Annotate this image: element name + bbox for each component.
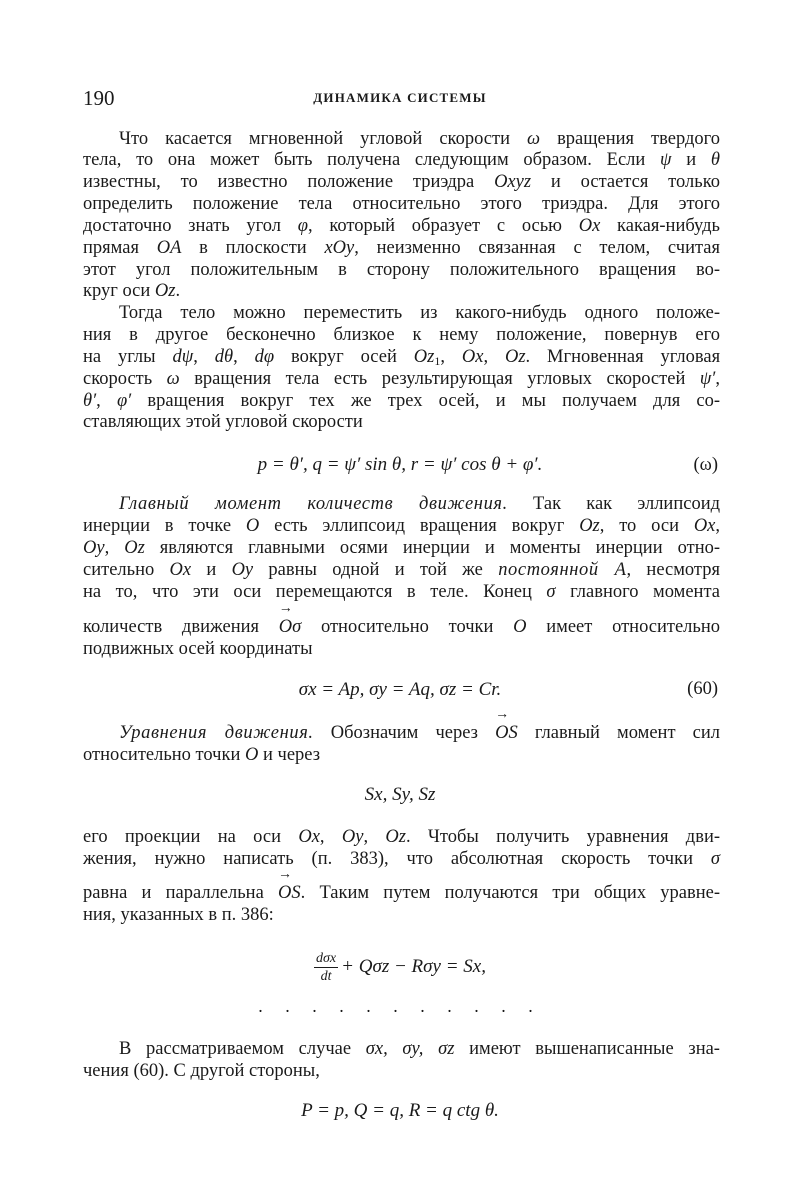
- p6-line-2: чения (60). С другой стороны,: [83, 1061, 320, 1081]
- p1-line-4: определить положение тела относительно этого триэдра. Для этого: [83, 194, 720, 214]
- p5-line-3: равна и параллельна → OS. Таким путем получаются три общих уравне-: [83, 883, 720, 904]
- p2-line-1: Тогда тело можно переместить из какого-нибудь одного положе-: [119, 303, 720, 323]
- p5-line-1: его проекции на оси Ox, Oy, Oz. Чтобы получить уравнения дви-: [83, 827, 721, 847]
- p3-line-2: инерции в точке O есть эллипсоид вращения вокруг Oz, то оси Ox,: [83, 516, 721, 536]
- equation-60-label: (60): [687, 679, 718, 699]
- p2-line-4: скорость ω вращения тела есть результирующая угловых скоростей ψ′,: [83, 369, 720, 389]
- p1-line-3: известны, то известно положение триэдра Oxyz и остается только: [83, 172, 720, 192]
- p6-line-1: В рассматриваемом случае σx, σy, σz имеют вышенаписанные зна-: [119, 1039, 720, 1059]
- p2-line-6: ставляющих этой угловой скорости: [83, 412, 363, 432]
- p5-line-4: ния, указанных в п. 386:: [83, 905, 274, 925]
- p2-line-2: ния в другое бесконечно близкое к нему положение, повернув его: [83, 325, 720, 345]
- equation-s-components: Sx, Sy, Sz: [364, 784, 436, 805]
- p1-line-1: Что касается мгновенной угловой скорости ω вращения твердого: [119, 129, 721, 149]
- p3-line-7: подвижных осей координаты: [83, 639, 313, 659]
- p2-line-5: θ′, φ′ вращения вокруг тех же трех осей, и мы получаем для со-: [83, 391, 720, 411]
- p4-line-2: относительно точки O и через: [83, 745, 321, 765]
- p1-line-7: этот угол положительным в сторону положительного вращения во-: [83, 260, 720, 280]
- equation-omega-label: (ω): [693, 455, 718, 475]
- p2-line-3: на углы dψ, dθ, dφ вокруг осей $Oz_1$, Ox, Oz. Мгновенная угловая: [83, 347, 721, 368]
- equation-pqr: P = p, Q = q, R = q ctg θ.: [301, 1100, 499, 1121]
- equation-60: σx = Ap, σy = Aq, σz = Cr.: [298, 679, 502, 700]
- p3-line-3: Oy, Oz являются главными осями инерции и моменты инерции отно-: [83, 538, 721, 558]
- ellipsis-dots: . . . . . . . . . . .: [258, 996, 542, 1016]
- vector-os-2: → OS: [278, 883, 301, 904]
- p3-line-5: на то, что эти оси перемещаются в теле. Конец σ главного момента: [83, 582, 720, 602]
- p1-line-8: круг оси Oz.: [83, 281, 181, 301]
- p5-line-2: жения, нужно написать (п. 383), что абсолютная скорость точки σ: [83, 849, 720, 869]
- vector-os: → OS: [495, 723, 518, 744]
- p1-line-2: тела, то она может быть получена следующим образом. Если ψ и θ: [83, 150, 720, 170]
- p3-line-4: сительно Ox и Oy равны одной и той же постоянной A, несмотря: [83, 560, 720, 580]
- equation-motion: $\frac{\text{dσx}}{dt}$ + Qσz − Rσy = Sx,: [316, 951, 486, 984]
- running-head: ДИНАМИКА СИСТЕМЫ: [313, 90, 487, 105]
- p3-line-6: количеств движения → Oσ относительно точки O имеет относительно: [83, 617, 720, 638]
- p1-line-5: достаточно знать угол φ, который образует с осью Ox какая-нибудь: [83, 216, 720, 236]
- fraction-dsigma-dt: $\frac{\text{dσx}}{dt}$: [316, 951, 337, 984]
- equation-omega: p = θ′, q = ψ′ sin θ, r = ψ′ cos θ + φ′.: [257, 454, 543, 475]
- p1-line-6: прямая OA в плоскости xOy, неизменно связанная с телом, считая: [83, 238, 721, 258]
- vector-o-sigma: → Oσ: [279, 617, 301, 638]
- p4-line-1: Уравнения движения. Обозначим через → OS главный момент сил: [83, 723, 720, 744]
- page-number: 190: [83, 86, 115, 110]
- p3-line-1: Главный момент количеств движения. Так как эллипсоид: [119, 494, 721, 514]
